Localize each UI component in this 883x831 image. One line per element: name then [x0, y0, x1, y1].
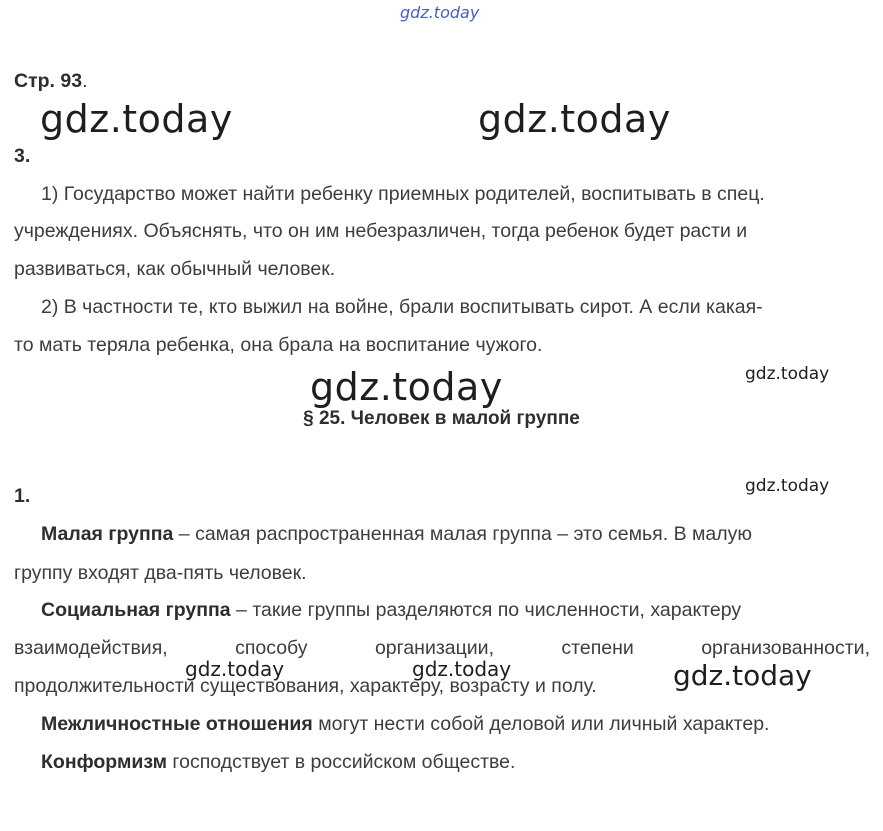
task3-p1-line2	[14, 219, 870, 243]
watermark-large-right: gdz.today	[478, 97, 671, 141]
page-label	[14, 70, 88, 93]
task3-p2-line1	[41, 295, 870, 319]
term1-def-line2: группу входят два-пять человек.	[14, 562, 307, 584]
watermark-large-left: gdz.today	[40, 97, 233, 141]
task3-p1-line1-text: 1) Государство может найти ребенку приемных родителей, воспитывать в спец.	[41, 183, 765, 205]
task3-p1-line3	[14, 257, 870, 281]
term2-word: организованности,	[701, 637, 870, 659]
task3-p2-line2	[14, 333, 870, 357]
term1-label: Малая группа	[41, 523, 174, 545]
watermark-right-lower: gdz.today	[673, 659, 812, 692]
top-watermark: gdz.today	[400, 3, 480, 22]
task3-p1-line2-text: учреждениях. Объяснять, что он им небезразличен, тогда ребенок будет расти и	[14, 220, 748, 242]
page-label-dot: .	[82, 70, 88, 92]
term3-def: могут нести собой деловой или личный характер.	[312, 713, 770, 735]
task3-p1-line3-text: развиваться, как обычный человек.	[14, 258, 336, 280]
term2-word: взаимодействия,	[14, 637, 168, 659]
section-title: § 25. Человек в малой группе	[303, 408, 580, 429]
term3-label: Межличностные отношения	[41, 713, 313, 735]
term2-word: степени	[561, 637, 634, 659]
term2-def-line3: продолжительности существования, характеру, возрасту и полу.	[14, 675, 597, 697]
term4-line	[41, 750, 870, 774]
term2-word: способу	[235, 637, 308, 659]
term2-def-line1: – такие группы разделяются по численности, характеру	[230, 599, 742, 621]
term1-line1	[41, 522, 870, 546]
task3-p2-line2-text: то мать теряла ребенка, она брала на воспитание чужого.	[14, 334, 543, 356]
task3-p2-line1-text: 2) В частности те, кто выжил на войне, брали воспитывать сирот. А если какая-	[41, 296, 763, 318]
task1-number: 1.	[14, 485, 31, 507]
term4-label: Конформизм	[41, 751, 168, 773]
term1-def-line1: – самая распространенная малая группа – это семья. В малую	[173, 523, 752, 545]
watermark-small-right-1: gdz.today	[745, 364, 830, 384]
task3-number: 3.	[14, 145, 31, 167]
watermark-small-mid: gdz.today	[412, 657, 512, 681]
term1-line2	[14, 561, 870, 585]
task3-p1-line1	[41, 182, 870, 206]
page-label-text: Стр. 93	[14, 70, 83, 92]
watermark-center: gdz.today	[310, 365, 503, 409]
term2-line1	[41, 598, 870, 622]
watermark-small-left: gdz.today	[185, 657, 285, 681]
term3-line	[41, 712, 870, 736]
watermark-small-right-2: gdz.today	[745, 476, 830, 496]
term4-def: господствует в российском обществе.	[167, 751, 516, 773]
term2-label: Социальная группа	[41, 599, 231, 621]
term2-word: организации,	[374, 637, 494, 659]
